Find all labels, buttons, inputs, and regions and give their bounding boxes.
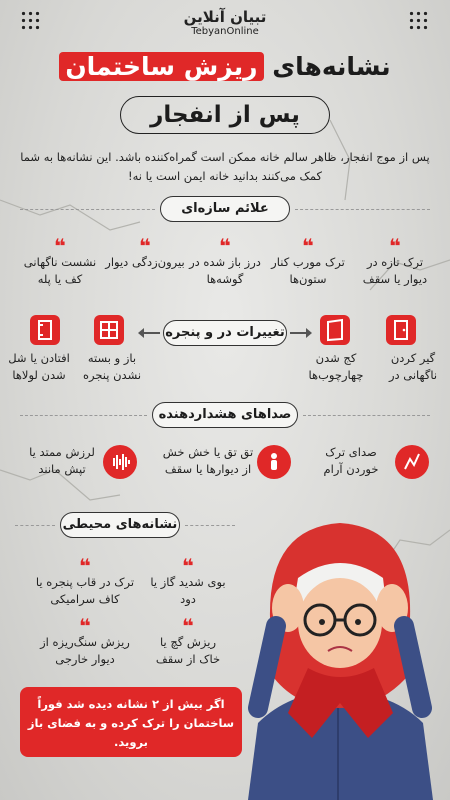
- person-icon: [257, 445, 291, 479]
- arrow-left-icon: [142, 332, 160, 334]
- title-highlight: ریزش ساختمان: [59, 52, 263, 81]
- quote-icon: ❝: [79, 554, 91, 578]
- divider: [20, 209, 155, 210]
- sound-wave-icon: [103, 445, 137, 479]
- worried-girl-illustration: [228, 508, 450, 800]
- section-title-environment: نشانه‌های محیطی: [60, 512, 180, 538]
- sounds-item: لرزش ممتد یا تپش مانند: [29, 445, 95, 476]
- structural-item: ❝ ترک تازه در دیوار یا سقف: [355, 240, 435, 288]
- quote-icon: ❝: [302, 234, 314, 258]
- section-title-windows: تغییرات در و پنجره: [163, 320, 287, 346]
- arrow-right-icon: [290, 332, 308, 334]
- quote-icon: ❝: [139, 234, 151, 258]
- warning-box: اگر بیش از ۲ نشانه دیده شد فوراً ساختمان را ترک کرده و به فضای باز بروید.: [20, 687, 242, 757]
- environment-item: ❝ ریزش سنگ‌ریزه از دیوار خارجی: [30, 620, 140, 668]
- environment-item: ❝ ترک در قاب پنجره یا کاف سرامیکی: [30, 560, 140, 608]
- hinge-icon: [30, 315, 60, 345]
- quote-icon: ❝: [54, 234, 66, 258]
- divider: [20, 415, 147, 416]
- windows-item: گیر کردن ناگهانی در: [388, 351, 438, 382]
- divider: [303, 415, 430, 416]
- section-title-structural: علائم سازه‌ای: [160, 196, 290, 222]
- environment-item: ❝ بوی شدید گاز یا دود: [150, 554, 226, 606]
- sounds-item: صدای ترک خوردن آرام: [323, 445, 379, 476]
- divider: [15, 525, 55, 526]
- windows-item: کج شدن چهارچوب‌ها: [308, 351, 364, 382]
- sounds-item: تق تق یا خش خش از دیوارها یا سقف: [162, 445, 254, 476]
- structural-item: ❝ درز باز شده در گوشه‌ها: [185, 240, 265, 288]
- window-icon: [94, 315, 124, 345]
- title-line-1: [40, 52, 410, 86]
- brand-name-en: TebyanOnline: [191, 26, 259, 37]
- quote-icon: ❝: [219, 234, 231, 258]
- quote-icon: ❝: [389, 234, 401, 258]
- door-stuck-icon: [386, 315, 416, 345]
- structural-item: ❝ بیرون‌زدگی دیوار: [105, 234, 185, 269]
- divider: [295, 209, 430, 210]
- quote-icon: ❝: [79, 614, 91, 638]
- title-text: نشانه‌های: [263, 52, 391, 81]
- windows-item: باز و بسته نشدن پنجره: [82, 351, 142, 382]
- intro-text: پس از موج انفجار، ظاهر سالم خانه ممکن است گمراه‌کننده باشد. این نشانه‌ها به شما کمک می‌کنند بدانید خانه ایمن است یا نه!: [20, 150, 430, 183]
- frame-skew-icon: [320, 315, 350, 345]
- brand-logo: [0, 8, 450, 37]
- environment-item: ❝ ریزش گچ یا خاک از سقف: [150, 620, 226, 668]
- structural-item: ❝ ترک مورب کنار ستون‌ها: [268, 240, 348, 288]
- section-title-sounds: صداهای هشداردهنده: [152, 402, 298, 428]
- windows-item: افتادن یا شل شدن لولاها: [8, 351, 70, 382]
- quote-icon: ❝: [182, 554, 194, 578]
- quote-icon: ❝: [182, 614, 194, 638]
- structural-item: ❝ نشست ناگهانی کف یا پله: [15, 240, 105, 288]
- brand-name-fa: تبیان آنلاین: [183, 8, 267, 26]
- title-line-2: پس از انفجار: [120, 96, 330, 134]
- crack-sound-icon: [395, 445, 429, 479]
